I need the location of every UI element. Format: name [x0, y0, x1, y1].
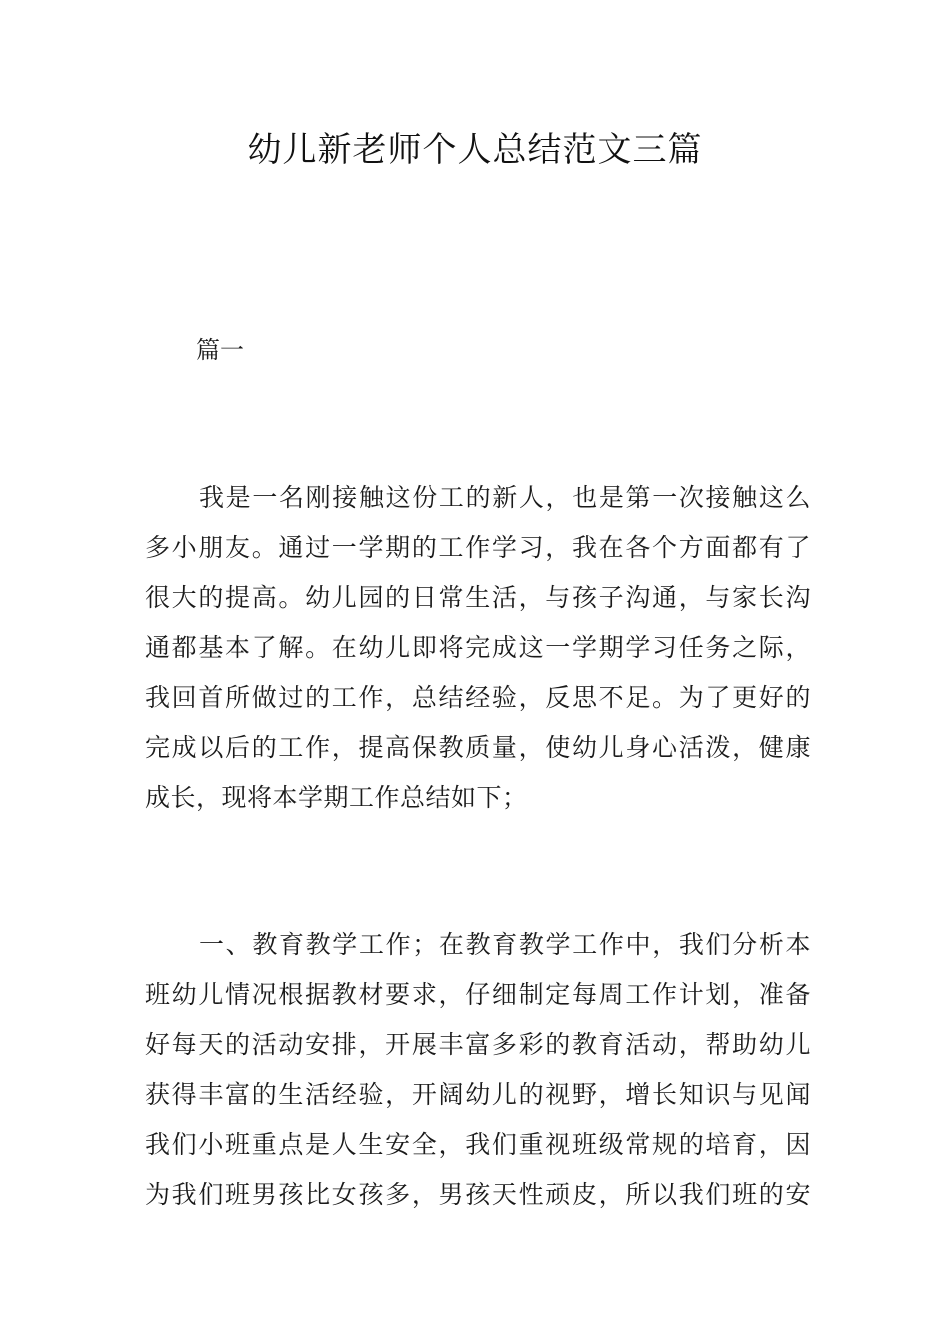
paragraph-line: 我回首所做过的工作，总结经验，反思不足。为了更好的 — [145, 683, 811, 712]
paragraph-line: 班幼儿情况根据教材要求，仔细制定每周工作计划，准备 — [145, 980, 811, 1009]
paragraph-line: 我们小班重点是人生安全，我们重视班级常规的培育，因 — [145, 1130, 811, 1159]
document-title: 幼儿新老师个人总结范文三篇 — [247, 130, 703, 170]
section-label: 篇一 — [196, 336, 244, 364]
paragraph-line: 获得丰富的生活经验，开阔幼儿的视野，增长知识与见闻 — [145, 1080, 811, 1109]
paragraph-teaching-work — [145, 920, 811, 1220]
paragraph-line: 为我们班男孩比女孩多，男孩天性顽皮，所以我们班的安 — [145, 1180, 811, 1209]
paragraph-intro — [145, 473, 811, 823]
paragraph-line: 很大的提高。幼儿园的日常生活，与孩子沟通，与家长沟 — [145, 583, 811, 612]
paragraph-line: 通都基本了解。在幼儿即将完成这一学期学习任务之际， — [145, 633, 811, 662]
paragraph-line: 好每天的活动安排，开展丰富多彩的教育活动，帮助幼儿 — [145, 1030, 811, 1059]
paragraph-line: 完成以后的工作，提高保教质量，使幼儿身心活泼，健康 — [145, 733, 811, 762]
paragraph-line: 多小朋友。通过一学期的工作学习，我在各个方面都有了 — [145, 533, 811, 562]
paragraph-line: 一、教育教学工作；在教育教学工作中，我们分析本 — [199, 930, 811, 959]
paragraph-line: 我是一名刚接触这份工的新人，也是第一次接触这么 — [199, 483, 811, 512]
paragraph-line: 成长，现将本学期工作总结如下； — [145, 783, 528, 812]
